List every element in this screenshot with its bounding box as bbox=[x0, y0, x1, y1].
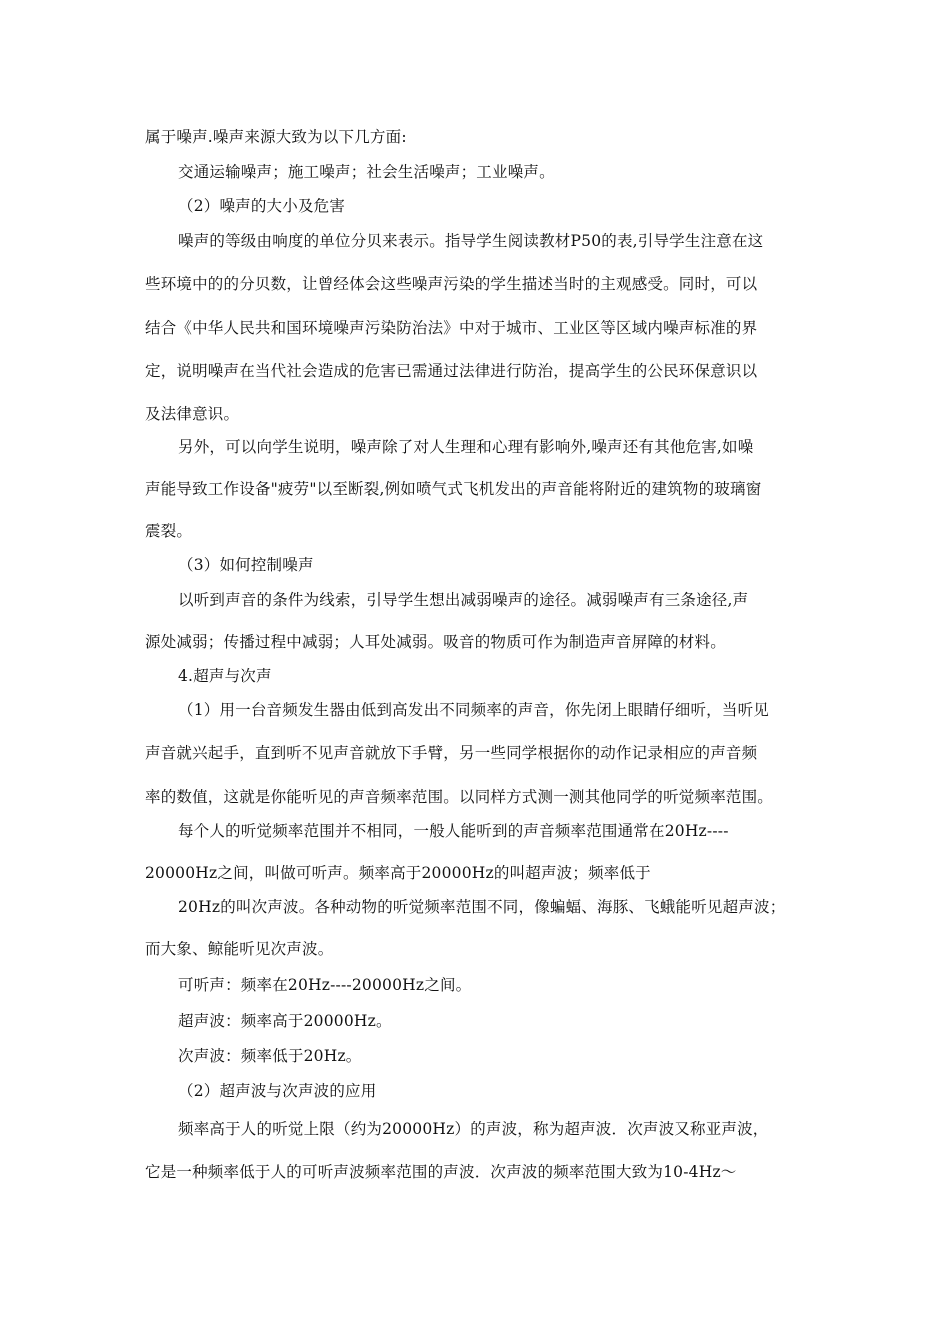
text-line: 而大象、鲸能听见次声波。 bbox=[145, 940, 334, 958]
text-line: 交通运输噪声；施工噪声；社会生活噪声；工业噪声。 bbox=[178, 163, 555, 181]
text-line: 以听到声音的条件为线索，引导学生想出减弱噪声的途径。减弱噪声有三条途径,声 bbox=[178, 591, 749, 609]
text-line: 声能导致工作设备"疲劳"以至断裂,例如喷气式飞机发出的声音能将附近的建筑物的玻璃窗 bbox=[145, 480, 762, 498]
text-line: 些环境中的的分贝数，让曾经体会这些噪声污染的学生描述当时的主观感受。同时，可以 bbox=[145, 275, 758, 293]
text-line: 噪声的等级由响度的单位分贝来表示。指导学生阅读教材P50的表,引导学生注意在这 bbox=[178, 232, 764, 250]
text-line: 它是一种频率低于人的可听声波频率范围的声波．次声波的频率范围大致为10-4Hz～ bbox=[145, 1163, 737, 1181]
text-line: 频率高于人的听觉上限（约为20000Hz）的声波，称为超声波．次声波又称亚声波， bbox=[178, 1120, 769, 1138]
section-heading: 4.超声与次声 bbox=[178, 667, 272, 685]
text-line: 结合《中华人民共和国环境噪声污染防治法》中对于城市、工业区等区域内噪声标准的界 bbox=[145, 319, 758, 337]
text-line: 20Hz的叫次声波。各种动物的听觉频率范围不同，像蝙蝠、海豚、飞蛾能听见超声波； bbox=[178, 898, 786, 916]
text-line: 每个人的听觉频率范围并不相同，一般人能听到的声音频率范围通常在20Hz---- bbox=[178, 822, 729, 840]
text-line: 次声波：频率低于20Hz。 bbox=[178, 1047, 362, 1065]
text-line: 震裂。 bbox=[145, 522, 193, 540]
text-line: 可听声：频率在20Hz----20000Hz之间。 bbox=[178, 976, 472, 994]
text-line: （1）用一台音频发生器由低到高发出不同频率的声音，你先闭上眼睛仔细听，当听见 bbox=[178, 701, 769, 719]
text-line: 率的数值，这就是你能听见的声音频率范围。以同样方式测一测其他同学的听觉频率范围。 bbox=[145, 788, 774, 806]
text-line: 超声波：频率高于20000Hz。 bbox=[178, 1012, 392, 1030]
text-line: 属于噪声.噪声来源大致为以下几方面: bbox=[145, 128, 407, 146]
text-line: 声音就兴起手，直到听不见声音就放下手臂，另一些同学根据你的动作记录相应的声音频 bbox=[145, 744, 758, 762]
text-line: 另外，可以向学生说明，噪声除了对人生理和心理有影响外,噪声还有其他危害,如噪 bbox=[178, 438, 754, 456]
text-line: 源处减弱；传播过程中减弱；人耳处减弱。吸音的物质可作为制造声音屏障的材料。 bbox=[145, 633, 726, 651]
text-line: 定，说明噪声在当代社会造成的危害已需通过法律进行防治，提高学生的公民环保意识以 bbox=[145, 362, 758, 380]
text-line: 20000Hz之间，叫做可听声。频率高于20000Hz的叫超声波；频率低于 bbox=[145, 864, 651, 882]
section-heading: （2）噪声的大小及危害 bbox=[178, 197, 346, 215]
section-heading: （3）如何控制噪声 bbox=[178, 556, 314, 574]
text-line: 及法律意识。 bbox=[145, 405, 240, 423]
section-heading: （2）超声波与次声波的应用 bbox=[178, 1082, 377, 1100]
